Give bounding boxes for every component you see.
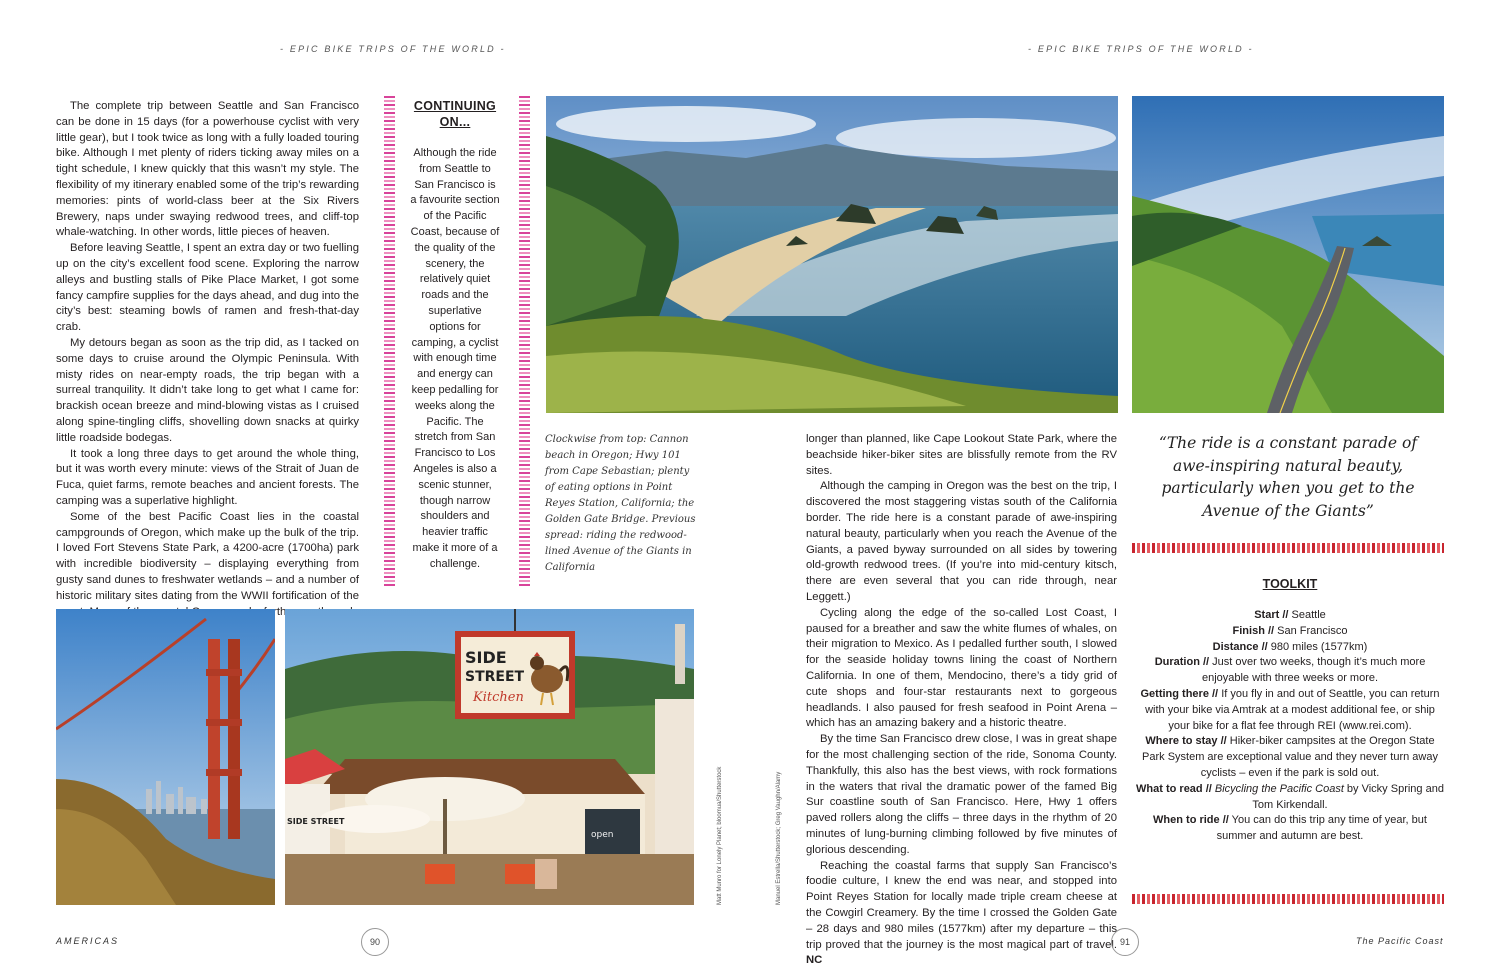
author-signature: NC <box>806 954 823 967</box>
hwy-101-photo <box>1132 96 1444 413</box>
pull-quote: “The ride is a constant parade of awe-inspiring natural beauty, particularly when you get to the Avenue of the Giants” <box>1158 434 1418 520</box>
toolkit-value: Bicycling the Pacific Coast <box>1214 782 1344 795</box>
sidebar-text: Although the ride from Seattle to San Francisco is a favourite section of the Pacific Coast, because of the quality of the scenery, the relatively quiet roads and the superlative options for camping, a cyclist with enough time and energy can keep pedalling for weeks along the Pacific. The stretch from San Francisco to Los Angeles is also a scenic stunner, though narrow shoulders and heavier traffic make it more of a challenge. <box>410 147 500 570</box>
toolkit-item <box>1135 624 1445 640</box>
toolkit-item <box>1135 734 1445 781</box>
sign-line-2: STREET <box>465 669 525 685</box>
sign-line-1: SIDE <box>465 648 507 667</box>
paragraph: Cycling along the edge of the so-called Lost Coast, I paused for a breather and saw the white flumes of whales, on their migration to Mexico. As I pedalled further south, I slowed for the seaside holiday towns lining the coast of Northern California. In one of them, Mendocino, there’s a tidy grid of cute shops and four-star restaurants next to gorgeous headlands. I also paused for fresh seafood in Point Arena – which has an amazing bakery and a historic theatre. <box>806 606 1117 730</box>
toolkit-box <box>1135 576 1445 845</box>
footer-section-right: The Pacific Coast <box>1356 936 1444 946</box>
paragraph: It took a long three days to get around the whole thing, but it was worth every minute: views of the Strait of Juan de Fuca, quiet farms, remote beaches and ancient forests. The camping was a superlative highlight. <box>56 447 359 507</box>
sidebar-border-right <box>519 96 530 586</box>
toolkit-value: Just over two weeks, though it’s much more enjoyable with three weeks or more. <box>1201 656 1426 685</box>
toolkit-value: Hiker-biker campsites at the Oregon State Park System are exceptional value and they never turn away cyclists – even if the park is sold out. <box>1142 735 1438 779</box>
toolkit-label: Distance // <box>1212 640 1268 653</box>
footer-section-left: AMERICAS <box>56 936 120 946</box>
toolkit-item <box>1135 782 1445 814</box>
toolkit-item <box>1135 687 1445 734</box>
toolkit-item <box>1135 608 1445 624</box>
sidebar-title: CONTINUING ON... <box>413 99 497 129</box>
toolkit-item <box>1135 640 1445 656</box>
running-head-right: - EPIC BIKE TRIPS OF THE WORLD - <box>1028 44 1254 54</box>
toolkit-label: When to ride // <box>1153 814 1229 827</box>
page-number-right: 91 <box>1111 928 1139 956</box>
point-reyes-photo <box>285 609 694 905</box>
paragraph: Some of the best Pacific Coast lies in the coastal campgrounds of Oregon, which make up the bulk of the trip. I loved Fort Stevens State Park, a 4200-acre (1700ha) park with incredible biodiversity – displaying everything from gusty sand dunes to freshwater wetlands – and a number of historic military sites dating from the WWII fortification of the further <box>56 510 359 618</box>
right-body-column <box>806 432 1117 969</box>
left-body-column <box>56 99 359 636</box>
photo-credit-right: Manuel Estrella/Shutterstock; Greg Vaughn/Alamy <box>776 771 782 905</box>
toolkit-label: Start // <box>1254 609 1289 621</box>
toolkit-value: If you fly in and out of Seattle, you can return with your bike via Amtrak at a modest additional fee, or ship your bike for a flat fee through REI (www.rei.com). <box>1145 687 1440 732</box>
paragraph: By the time San Francisco drew close, I was in great shape for the most challenging section of the ride, Sonoma County. Thankfully, this also has the best views, with rock formations in the waters that rival the dramatic power of the famed Big Sur coastline south of San Francisco. Here, Hwy 1 offers paved rollers along the cliffs – three days in the rhythm of 20 minutes of lung-burning climbing followed by five minutes of glorious descending. <box>806 733 1117 856</box>
window-text: open <box>591 830 614 840</box>
side-sign-text: SIDE STREET <box>287 817 345 826</box>
paragraph: longer than planned, like Cape Lookout State Park, where the beachside hiker-biker sites are blissfully remote from the RV sites. <box>806 433 1117 477</box>
toolkit-label: Where to stay // <box>1145 735 1227 748</box>
toolkit-border-bottom <box>1132 894 1444 904</box>
photo-caption: Clockwise from top: Cannon beach in Oregon; Hwy 101 from Cape Sebastian; plenty of eating options in Point Reyes Station, California; the Golden Gate Bridge. Previous spread: riding the redwood-lined Avenue of the Giants in California <box>545 434 696 573</box>
toolkit-item <box>1135 813 1445 845</box>
final-paragraph-text: Reaching the coastal farms that supply San Francisco’s foodie culture, I knew the end was near, and stopped into Point Reyes Station for locally made triple cream cheese at the Cowgirl Creamery. By the time I crossed the Golden Gate – 28 days and 980 miles (1577km) after my departure – this trip proved that the journey is the most magical part of travel. <box>806 859 1117 951</box>
paragraph: Although the camping in Oregon was the best on the trip, I discovered the most staggering vistas south of the California border. The ride here is a constant parade of awe-inspiring natural beauty, particularly when you reach the Avenue of the Giants, a paved byway surrounded on all sides by towering old-growth redwood trees. (If you’re into mid-century kitsch, there are even several that you can ride through, near Leggett.) <box>806 480 1117 603</box>
sidebar-border-left <box>384 96 395 586</box>
sign-line-3: Kitchen <box>473 690 524 705</box>
photo-credit-left: Matt Munro for Lonely Planet; bloomua/Shutterstock <box>717 766 723 905</box>
cannon-beach-photo <box>546 96 1118 413</box>
toolkit-value: Seattle <box>1291 609 1326 621</box>
paragraph: The complete trip between Seattle and San Francisco can be done in 15 days (for a powerhouse cyclist with very little gear), but I took twice as long with a fully loaded touring bike. Although I met plenty of riders ticking away miles on a tight schedule, I knew quickly that this wasn’t my style. The flexibility of my itinerary enabled some of the trip’s rewarding memories: pints of world-class beer at the Six Rivers Brewery, naps under swaying redwood trees, and cliff-top whale-watching. In other words, little pieces of heaven. <box>56 100 359 239</box>
toolkit-label: Finish // <box>1232 624 1275 637</box>
toolkit-value-extra: by Vicky Spring and Tom Kirkendall. <box>1252 782 1444 811</box>
toolkit-label: Getting there // <box>1140 687 1219 700</box>
toolkit-label: Duration // <box>1154 656 1210 669</box>
toolkit-title: TOOLKIT <box>1262 577 1318 591</box>
running-head-left: - EPIC BIKE TRIPS OF THE WORLD - <box>280 44 506 54</box>
toolkit-label: What to read // <box>1136 782 1212 795</box>
toolkit-item <box>1135 655 1445 687</box>
toolkit-value: San Francisco <box>1277 624 1348 637</box>
paragraph: Before leaving Seattle, I spent an extra day or two fuelling up on the city’s excellent food scene. Exploring the narrow alleys and bustling stalls of Pike Place Market, I got some fancy campfire supplies for the days ahead, and dug into the city’s best: steaming bowls of ramen and fresh-that-day crab. <box>56 242 359 334</box>
paragraph <box>806 859 1117 970</box>
page-number-left: 90 <box>361 928 389 956</box>
toolkit-value: You can do this trip any time of year, but summer and autumn are best. <box>1216 814 1427 843</box>
continuing-on-sidebar <box>410 98 500 573</box>
paragraph: My detours began as soon as the trip did, as I tacked on some days to cruise around the Olympic Peninsula. With misty rides on near-empty roads, the trip began with a surreal tranquility. It didn’t take long to get what I came for: brackish ocean breeze and mind-blowing vistas as I cruised along spine-tingling cliffs, shovelling down snacks at quirky little roadside bodegas. <box>56 336 359 444</box>
toolkit-value: 980 miles (1577km) <box>1270 640 1368 653</box>
golden-gate-photo <box>56 609 275 905</box>
toolkit-border-top <box>1132 543 1444 553</box>
